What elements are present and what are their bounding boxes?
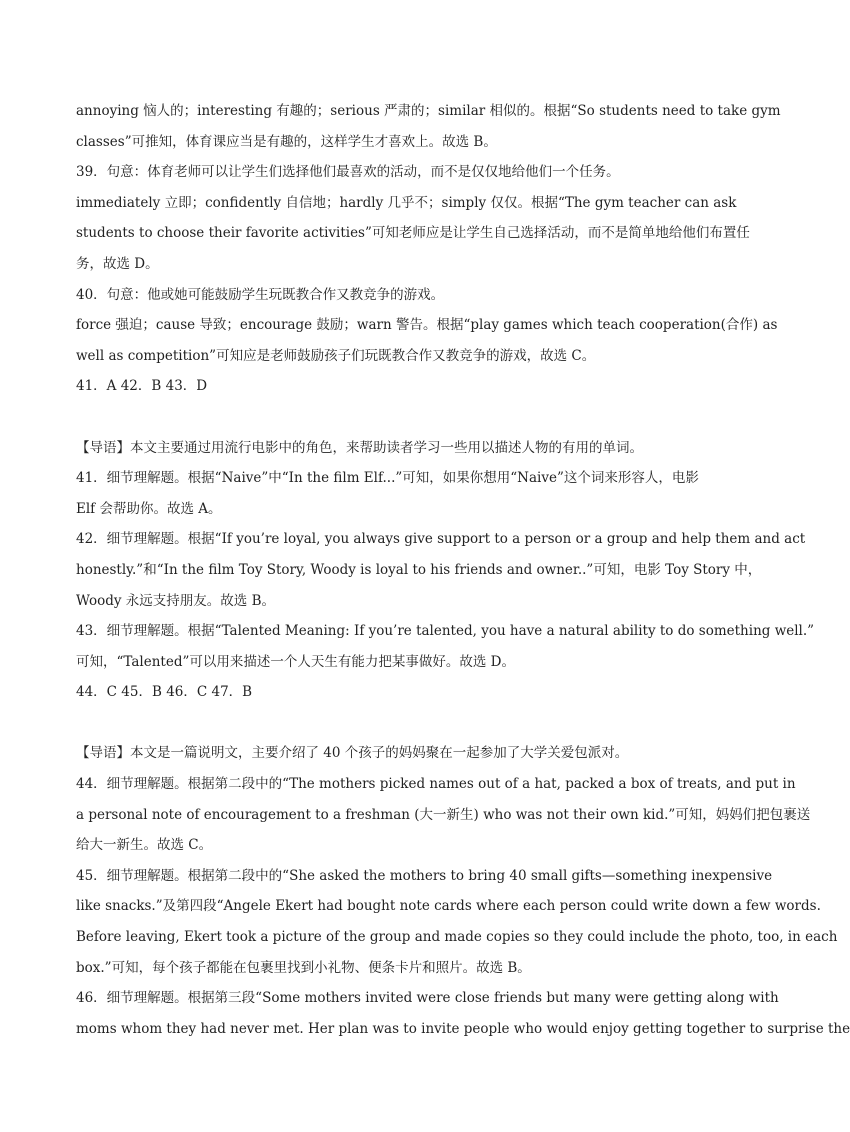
text-line: annoying 恼人的；interesting 有趣的；serious 严肃的；similar 相似的。根据“So students need to take gym (76, 103, 781, 119)
text-line: 41．细节理解题。根据“Naive”中“In the film Elf...”可知，如果你想用“Naive”这个词来形容人，电影 (76, 470, 699, 487)
text-line: box.”可知，每个孩子都能在包裹里找到小礼物、便条卡片和照片。故选 B。 (76, 959, 531, 976)
text-line: 43．细节理解题。根据“Talented Meaning: If you’re talented, you have a natural ability to do something well.” (76, 623, 815, 640)
intro-line: 【导语】本文是一篇说明文，主要介绍了 40 个孩子的妈妈聚在一起参加了大学关爱包派对。 (76, 745, 629, 762)
text-line: well as competition”可知应是老师鼓励孩子们玩既教合作又教竞争的游戏，故选 C。 (76, 347, 596, 364)
answer-line: 44．C 45．B 46．C 47．B (76, 684, 253, 701)
text-line: 45．细节理解题。根据第二段中的“She asked the mothers to bring 40 small gifts—something inexpensive (76, 867, 773, 884)
answer-line: 41．A 42．B 43．D (76, 378, 208, 395)
intro-line: 【导语】本文主要通过用流行电影中的角色，来帮助读者学习一些用以描述人物的有用的单词。 (76, 439, 643, 456)
text-line: immediately 立即；confidently 自信地；hardly 几乎不；simply 仅仅。根据“The gym teacher can ask (76, 194, 737, 211)
text-line: like snacks.”及第四段“Angele Ekert had bought note cards where each person could write down a few words. (76, 898, 821, 915)
text-line: 39．句意：体育老师可以让学生们选择他们最喜欢的活动，而不是仅仅地给他们一个任务。 (76, 164, 620, 181)
text-line: Woody 永远支持朋友。故选 B。 (76, 592, 275, 609)
text-line: a personal note of encouragement to a freshman (大一新生) who was not their own kid.”可知，妈妈们把包裹送 (76, 806, 811, 823)
text-line: 42．细节理解题。根据“If you’re loyal, you always give support to a person or a group and help them and act (76, 531, 806, 548)
spacer (76, 708, 726, 739)
text-line: moms whom they had never met. Her plan was to invite people who would enjoy getting together to surprise the (76, 1020, 850, 1037)
text-line: 务，故选 D。 (76, 255, 159, 272)
text-line: force 强迫；cause 导致；encourage 鼓励；warn 警告。根据“play games which teach cooperation(合作) as (76, 317, 778, 334)
text-line: classes”可推知，体育课应当是有趣的，这样学生才喜欢上。故选 B。 (76, 133, 497, 150)
text-line: Elf 会帮助你。故选 A。 (76, 500, 222, 517)
text-line: honestly.”和“In the film Toy Story, Woody is loyal to his friends and owner..”可知，电影 Toy Story 中， (76, 561, 762, 578)
text-line: 44．细节理解题。根据第二段中的“The mothers picked names out of a hat, packed a box of treats, and put in (76, 776, 796, 793)
text-line: 40．句意：他或她可能鼓励学生玩既教合作又教竞争的游戏。 (76, 286, 445, 303)
text-line: 可知，“Talented”可以用来描述一个人天生有能力把某事做好。故选 D。 (76, 653, 515, 670)
text-line: students to choose their favorite activities”可知老师应是让学生自己选择活动，而不是简单地给他们布置任 (76, 225, 750, 242)
text-line: 46．细节理解题。根据第三段“Some mothers invited were close friends but many were getting along with (76, 990, 779, 1007)
text-line: 给大一新生。故选 C。 (76, 837, 213, 854)
text-line: Before leaving, Ekert took a picture of the group and made copies so they could include the photo, too, in each (76, 929, 838, 946)
spacer (76, 402, 726, 433)
document-body (76, 96, 850, 1044)
